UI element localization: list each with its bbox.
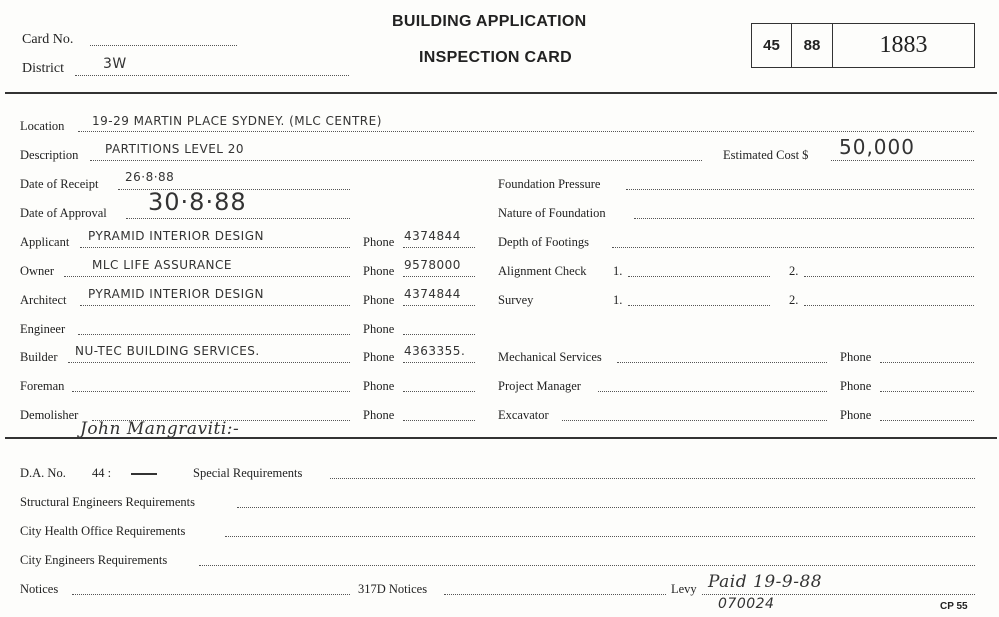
excavator-phone-label: Phone [840,408,872,422]
requirements-divider [5,437,997,439]
alignment-check-label: Alignment Check [498,264,587,278]
survey-1-line [628,305,770,306]
survey-label: Survey [498,293,534,307]
file-number-cell-3: 1883 [879,32,928,58]
card-no-label: Card No. [22,32,74,47]
applicant-phone-value: 4374844 [404,229,461,243]
foreman-phone-line [403,391,475,392]
mechanical-phone-line [880,362,974,363]
levy-label: Levy [671,582,697,596]
city-engineers-label: City Engineers Requirements [20,553,168,567]
file-number-cell-1: 45 [752,24,792,67]
applicant-phone-line [403,247,475,248]
builder-label: Builder [20,350,58,364]
owner-phone-value: 9578000 [404,258,461,272]
project-manager-phone-line [880,391,974,392]
project-manager-line [598,391,827,392]
location-line [78,131,974,132]
alignment-check-2-label: 2. [789,264,799,278]
engineer-phone-label: Phone [363,322,395,336]
nature-foundation-line [634,218,974,219]
architect-phone-value: 4374844 [404,287,461,301]
owner-line [64,276,350,277]
card-no-line [90,45,237,46]
city-engineers-line [199,565,975,566]
foreman-phone-label: Phone [363,379,395,393]
builder-phone-line [403,362,475,363]
owner-value: MLC LIFE ASSURANCE [92,258,232,272]
notices-317d-line [444,594,666,595]
date-approval-label: Date of Approval [20,206,107,220]
project-manager-phone-label: Phone [840,379,872,393]
notices-line [72,594,350,595]
alignment-check-2-line [804,276,974,277]
file-number-box [751,23,975,68]
owner-phone-line [403,276,475,277]
location-value: 19-29 MARTIN PLACE SYDNEY. (MLC CENTRE) [92,114,382,128]
survey-1-label: 1. [613,293,623,307]
mechanical-line [617,362,827,363]
da-no-label: D.A. No. [20,466,66,480]
engineer-line [78,334,350,335]
location-label: Location [20,119,65,133]
builder-line [68,362,350,363]
levy-line [702,594,975,595]
demolisher-label: Demolisher [20,408,79,422]
project-manager-label: Project Manager [498,379,581,393]
signature: John Mangraviti:- [80,419,240,439]
description-label: Description [20,148,79,162]
architect-value: PYRAMID INTERIOR DESIGN [88,287,264,301]
file-number-cell-2: 88 [792,24,833,67]
foreman-line [72,391,350,392]
demolisher-phone-label: Phone [363,408,395,422]
excavator-line [562,420,827,421]
architect-label: Architect [20,293,67,307]
survey-2-line [804,305,974,306]
owner-label: Owner [20,264,55,278]
receipt-number: 070024 [718,596,775,612]
levy-value: Paid 19-9-88 [708,572,823,592]
depth-footings-label: Depth of Footings [498,235,589,249]
demolisher-phone-line [403,420,475,421]
foreman-label: Foreman [20,379,65,393]
title-line2: INSPECTION CARD [419,49,572,66]
owner-phone-label: Phone [363,264,395,278]
applicant-label: Applicant [20,235,70,249]
nature-foundation-label: Nature of Foundation [498,206,606,220]
description-line [90,160,702,161]
date-approval-value: 30·8·88 [148,188,247,216]
architect-line [80,305,350,306]
special-requirements-line [330,478,975,479]
alignment-check-1-line [628,276,770,277]
notices-label: Notices [20,582,59,596]
date-approval-line [126,218,350,219]
engineer-phone-line [403,334,475,335]
mechanical-phone-label: Phone [840,350,872,364]
structural-label: Structural Engineers Requirements [20,495,195,509]
applicant-value: PYRAMID INTERIOR DESIGN [88,229,264,243]
district-line [75,75,349,76]
builder-phone-label: Phone [363,350,395,364]
header-divider [5,92,997,94]
date-receipt-label: Date of Receipt [20,177,99,191]
builder-value: NU-TEC BUILDING SERVICES. [75,344,260,358]
applicant-phone-label: Phone [363,235,395,249]
engineer-label: Engineer [20,322,66,336]
district-label: District [22,61,64,76]
estimated-cost-label: Estimated Cost $ [723,148,809,162]
mechanical-label: Mechanical Services [498,350,602,364]
survey-2-label: 2. [789,293,799,307]
health-line [225,536,975,537]
foundation-pressure-label: Foundation Pressure [498,177,601,191]
applicant-line [80,247,350,248]
estimated-cost-line [831,160,974,161]
architect-phone-label: Phone [363,293,395,307]
estimated-cost-value: 50,000 [839,135,915,159]
structural-line [237,507,975,508]
da-no-dash [131,473,157,475]
health-label: City Health Office Requirements [20,524,186,538]
excavator-label: Excavator [498,408,549,422]
excavator-phone-line [880,420,974,421]
district-value: 3W [103,56,127,72]
depth-footings-line [612,247,974,248]
notices-317d-label: 317D Notices [358,582,428,596]
foundation-pressure-line [626,189,974,190]
description-value: PARTITIONS LEVEL 20 [105,142,245,156]
form-code: CP 55 [940,601,968,612]
special-requirements-label: Special Requirements [193,466,303,480]
architect-phone-line [403,305,475,306]
alignment-check-1-label: 1. [613,264,623,278]
builder-phone-value: 4363355. [404,344,466,358]
title-line1: BUILDING APPLICATION [392,13,587,30]
da-no-value: 44 : [92,466,112,480]
date-receipt-value: 26·8·88 [125,170,175,184]
